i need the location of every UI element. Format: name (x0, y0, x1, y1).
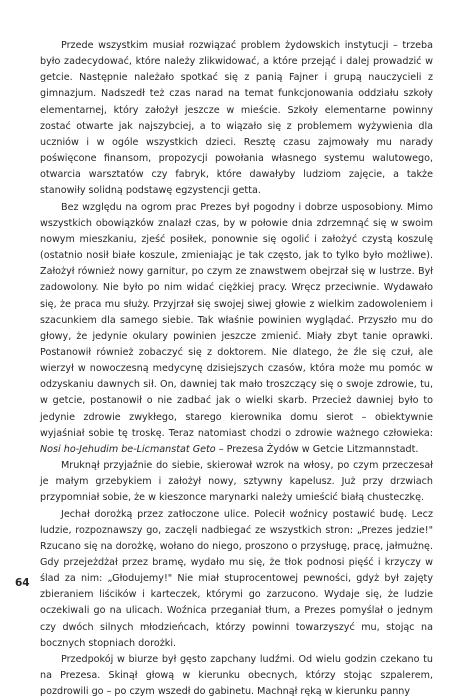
paragraph (40, 200, 433, 459)
italic-text: Nosi ho-Jehudim be-Licmanstat Geto (40, 443, 216, 455)
paragraph (40, 652, 433, 700)
body-text (40, 38, 433, 700)
paragraph (40, 458, 433, 506)
paragraph-text: – Prezesa Żydów w Getcie Litzmannstadt. (215, 443, 419, 455)
paragraph (40, 38, 433, 200)
paragraph-text: Mruknął przyjaźnie do siebie, skierował wzrok na włosy, po czym przeczesał je małym grzebykiem i założył nowy, sztywny kapelusz. Już przy drzwiach przypomniał sobie, że w kieszonce marynarki należy umieścić białą chusteczkę. (40, 460, 433, 504)
paragraph-text: Bez względu na ogrom prac Prezes był pogodny i dobrze usposobiony. Mimo wszystkich obowiązków znalazł czas, by w połowie dnia zdrzemnąć się w swoim nowym mieszkaniu, zjeść posiłek, ponownie się ogolić i założyć czystą koszulę (ostatnio nosił białe koszule, zmieniając je tak często, jak to tylko było możliwe). Założył również nowy garnitur, po czym ze znawstwem obejrzał się w lustrze. Był zadowolony. Nie było po nim widać ciężkiej pracy. Wręcz przeciwnie. Wydawało się, że praca mu służy. Przyjrzał się swojej siwej głowie z wielkim zadowoleniem i szacunkiem dla samego siebie. Tak właśnie powinien wyglądać. Przyszło mu do głowy, że jedynie okulary powinien jeszcze zmienić. Miały zbyt tanie oprawki. Postanowił również zobaczyć się z doktorem. Nie dlatego, że źle się czuł, ale wierzył w nowoczesną medycynę dzisiejszych czasów, która może mu pomóc w odzyskaniu dawnych sił. On, dawniej tak mało troszczący się o swoje zdrowie, tu, w getcie, postanowił o nie zadbać jak o wielki skarb. Przecież dawniej było to jedynie zdrowie zwykłego, starego kierownika domu sierot – obiektywnie wyjaśniał sobie tę troskę. Teraz natomiast chodzi o zdrowie ważnego człowieka: (40, 201, 433, 439)
paragraph-text: Jechał dorożką przez zatłoczone ulice. Polecił woźnicy postawić budę. Lecz ludzie, rozpoznawszy go, zaczęli nadbiegać ze wszystkich stron: „Prezes jedzie!" Rzucano się na dorożkę, wołano do niego, proszono o przysługę, pracę, jałmużnę. Gdy przejeżdżał przez bramę, wydało mu się, że tłok podnosi pięść i krzyczy w ślad za nim: „Głodujemy!" Nie miał stuprocentowej pewności, gdyż był zajęty zbieraniem liścików i karteczek, którymi go zarzucono. Wydaje się, że ludzie oczekiwali go na ulicach. Woźnica przeganiał tłum, a Prezes pomyślał o jednym czy dwóch silnych młodzieńcach, którzy powinni towarzyszyć mu, stojąc na bocznych stopniach dorożki. (40, 508, 433, 649)
paragraph (40, 507, 433, 652)
paragraph-text: Przede wszystkim musiał rozwiązać problem żydowskich instytucji – trzeba było zadecydować, które należy zlikwidować, a które przejąć i dalej prowadzić w getcie. Następnie należało spotkać się z panią Fajner i grupą nauczycieli z gimnazjum. Nadszedł też czas narad na temat funkcjonowania oddziału szkoły elementarnej, który założył jeszcze w mieście. Szkoły elementarne powinny zostać otwarte jak najszybciej, a to wiązało się z problemem wyżywienia dla uczniów i w ogóle wszystkich dzieci. Resztę czasu zajmowały mu narady poświęcone finansom, propozycji powołania własnego systemu walutowego, otwarcia warsztatów czy fabryk, które dawałyby ludziom zajęcie, a także stanowiły solidną podstawę egzystencji getta. (40, 40, 433, 197)
paragraph-text: Przedpokój w biurze był gęsto zapchany ludźmi. Od wielu godzin czekano tu na Prezesa. Skinął głową w kierunku obecnych, którzy stojąc szpalerem, pozdrowili go – po czym wszedł do gabinetu. Machnął ręką w kierunku panny (40, 653, 433, 698)
page-number: 64 (15, 577, 30, 589)
